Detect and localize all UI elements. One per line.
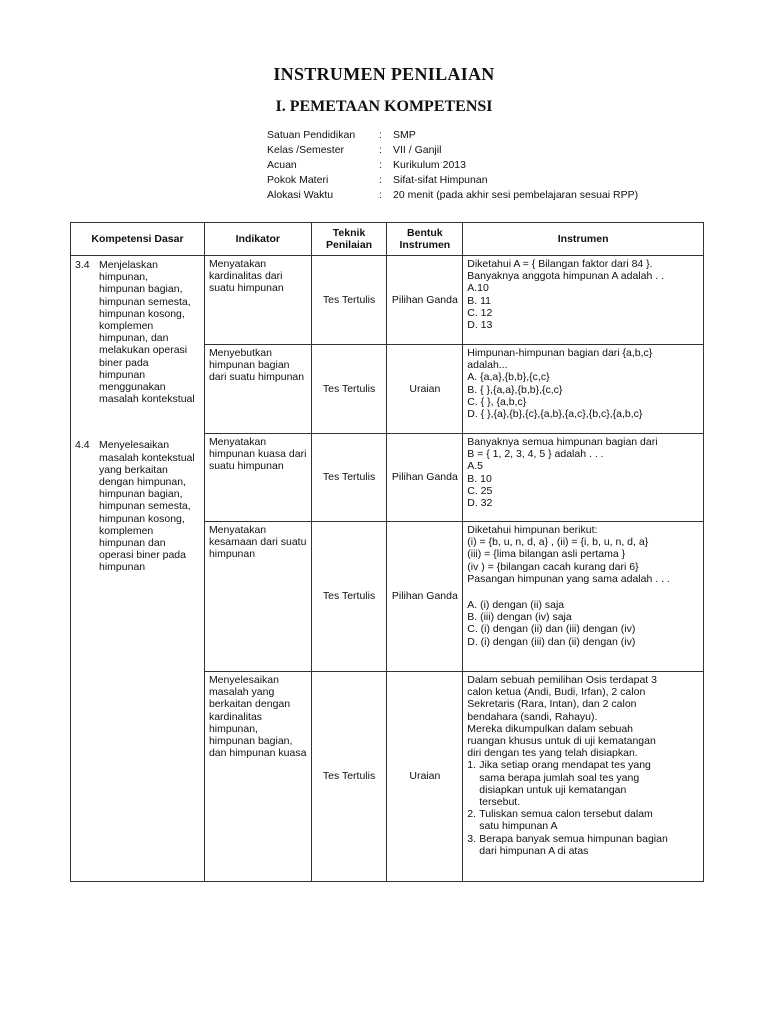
- instrumen-cell: [463, 434, 704, 522]
- instrumen-cell: [463, 256, 704, 345]
- info-row: [267, 188, 638, 203]
- info-label: Alokasi Waktu: [267, 189, 334, 201]
- instrumen-line: D. 32: [467, 497, 493, 510]
- instrumen-line: Banyaknya anggota himpunan A adalah . .: [467, 270, 665, 283]
- instrumen-line: [467, 585, 699, 599]
- table-header-row: [71, 223, 704, 256]
- indikator-cell: Menyatakan kardinalitas dari suatu himpunan: [204, 256, 311, 345]
- instrumen-line: D. { },{a},{b},{c},{a,b},{a,c},{b,c},{a,b,c}: [467, 408, 643, 421]
- instrumen-line: Dalam sebuah pemilihan Osis terdapat 3: [467, 674, 657, 686]
- info-separator: :: [379, 159, 382, 171]
- indikator-cell: Menyatakan himpunan kuasa dari suatu himpunan: [204, 434, 311, 522]
- instrumen-line: C. (i) dengan (ii) dan (iii) dengan (iv): [467, 623, 636, 636]
- kd-item: [75, 439, 200, 573]
- bentuk-cell: Pilihan Ganda: [387, 256, 463, 345]
- instrumen-line: (i) = {b, u, n, d, a} , (ii) = {i, b, u, n, d, a}: [467, 536, 649, 549]
- teknik-cell: Tes Tertulis: [311, 256, 387, 345]
- list-line: dari himpunan A di atas: [479, 844, 589, 857]
- header-instrumen: Instrumen: [463, 223, 704, 256]
- kd-item: [75, 259, 200, 405]
- instrumen-line: (iv ) = {bilangan cacah kurang dari 6}: [467, 560, 639, 573]
- instrumen-line: B. { },{a,a},{b,b},{c,c}: [467, 383, 563, 396]
- instrumen-line: ruangan khusus untuk di uji kematangan: [467, 735, 656, 748]
- instrumen-line: Himpunan-himpunan bagian dari {a,b,c}: [467, 347, 653, 359]
- list-number: 1.: [467, 759, 477, 772]
- instrumen-line: B = { 1, 2, 3, 4, 5 } adalah . . .: [467, 448, 604, 461]
- competency-table: [70, 222, 704, 882]
- info-row: [267, 173, 638, 188]
- instrumen-line: D. 13: [467, 319, 493, 332]
- instrumen-line: Diketahui A = { Bilangan faktor dari 84 }.: [467, 258, 653, 270]
- kd-text: Menyelesaikan masalah kontekstual yang berkaitan dengan himpunan, himpunan bagian, himpunan semesta, himpunan kosong, komplemen himpunan dan operasi biner pada himpunan: [99, 439, 195, 574]
- info-block: [267, 128, 638, 203]
- header-kompetensi-dasar: Kompetensi Dasar: [71, 223, 205, 256]
- bentuk-cell: Pilihan Ganda: [387, 522, 463, 672]
- instrumen-line: Pasangan himpunan yang sama adalah . . .: [467, 572, 670, 585]
- info-separator: :: [379, 189, 382, 201]
- list-number: 3.: [467, 832, 477, 845]
- info-label: Acuan: [267, 159, 297, 171]
- indikator-cell: Menyebutkan himpunan bagian dari suatu himpunan: [204, 345, 311, 434]
- instrumen-line: A. (i) dengan (ii) saja: [467, 599, 565, 612]
- bentuk-cell: Pilihan Ganda: [387, 434, 463, 522]
- instrumen-line: B. 10: [467, 472, 492, 485]
- question-list: [467, 759, 699, 857]
- info-label: Kelas /Semester: [267, 144, 345, 156]
- info-label: Satuan Pendidikan: [267, 129, 356, 141]
- list-line: tersebut.: [479, 796, 521, 809]
- header-teknik-penilaian: Teknik Penilaian: [311, 223, 387, 256]
- kd-text: Menjelaskan himpunan, himpunan bagian, himpunan semesta, himpunan kosong, komplemen himpunan, dan melakukan operasi biner pada himpunan menggunakan masalah kontekstual: [99, 259, 195, 406]
- list-item: [467, 833, 699, 857]
- instrumen-line: C. { }, {a,b,c}: [467, 395, 527, 408]
- list-number: 2.: [467, 808, 477, 821]
- instrumen-line: diri dengan tes yang telah disiapkan.: [467, 747, 638, 760]
- instrumen-cell: [463, 345, 704, 434]
- indikator-cell: Menyatakan kesamaan dari suatu himpunan: [204, 522, 311, 672]
- list-item: [467, 808, 699, 832]
- instrumen-line: calon ketua (Andi, Budi, Irfan), 2 calon: [467, 686, 646, 699]
- instrumen-line: A. {a,a},{b,b},{c,c}: [467, 371, 550, 384]
- list-line: satu himpunan A: [479, 820, 558, 833]
- teknik-cell: Tes Tertulis: [311, 434, 387, 522]
- info-separator: :: [379, 144, 382, 156]
- table-row: [71, 256, 704, 345]
- info-separator: :: [379, 129, 382, 141]
- info-value: SMP: [393, 129, 416, 141]
- info-value: VII / Ganjil: [393, 144, 442, 156]
- instrumen-line: Sekretaris (Rara, Intan), dan 2 calon: [467, 698, 637, 711]
- indikator-cell: Menyelesaikan masalah yang berkaitan dengan kardinalitas himpunan, himpunan bagian, dan himpunan kuasa: [204, 672, 311, 882]
- instrumen-line: Diketahui himpunan berikut:: [467, 524, 598, 536]
- instrumen-line: B. (iii) dengan (iv) saja: [467, 611, 572, 624]
- instrumen-cell: [463, 522, 704, 672]
- section-title: I. PEMETAAN KOMPETENSI: [275, 98, 493, 115]
- info-row: [267, 143, 638, 158]
- info-separator: :: [379, 174, 382, 186]
- instrumen-line: bendahara (sandi, Rahayu).: [467, 710, 598, 723]
- instrumen-line: adalah...: [467, 359, 508, 372]
- info-value: Sifat-sifat Himpunan: [393, 174, 488, 186]
- header-indikator: Indikator: [204, 223, 311, 256]
- info-row: [267, 128, 638, 143]
- list-line: Tuliskan semua calon tersebut dalam: [479, 808, 653, 821]
- instrumen-line: Mereka dikumpulkan dalam sebuah: [467, 722, 634, 735]
- kompetensi-dasar-cell: [71, 256, 205, 882]
- info-row: [267, 158, 638, 173]
- document-title: INSTRUMEN PENILAIAN: [273, 64, 495, 84]
- list-item: [467, 759, 699, 808]
- list-line: disiapkan untuk uji kematangan: [479, 783, 627, 796]
- kd-number: 4.4: [75, 439, 90, 452]
- instrumen-cell: [463, 672, 704, 882]
- teknik-cell: Tes Tertulis: [311, 522, 387, 672]
- instrumen-line: C. 25: [467, 484, 493, 497]
- teknik-cell: Tes Tertulis: [311, 345, 387, 434]
- info-value: Kurikulum 2013: [393, 159, 466, 171]
- list-line: Jika setiap orang mendapat tes yang: [479, 759, 651, 772]
- kd-number: 3.4: [75, 259, 90, 271]
- bentuk-cell: Uraian: [387, 672, 463, 882]
- instrumen-line: B. 11: [467, 294, 492, 307]
- instrumen-line: A.10: [467, 282, 489, 295]
- info-label: Pokok Materi: [267, 174, 329, 186]
- teknik-cell: Tes Tertulis: [311, 672, 387, 882]
- instrumen-line: Banyaknya semua himpunan bagian dari: [467, 436, 658, 448]
- instrumen-line: (iii) = {lima bilangan asli pertama }: [467, 548, 626, 561]
- bentuk-cell: Uraian: [387, 345, 463, 434]
- instrumen-line: D. (i) dengan (iii) dan (ii) dengan (iv): [467, 635, 636, 648]
- instrumen-line: A.5: [467, 460, 484, 473]
- instrumen-line: C. 12: [467, 306, 493, 319]
- list-line: sama berapa jumlah soal tes yang: [479, 771, 640, 784]
- header-bentuk-instrumen: Bentuk Instrumen: [387, 223, 463, 256]
- list-line: Berapa banyak semua himpunan bagian: [479, 832, 668, 845]
- info-value: 20 menit (pada akhir sesi pembelajaran sesuai RPP): [393, 189, 639, 201]
